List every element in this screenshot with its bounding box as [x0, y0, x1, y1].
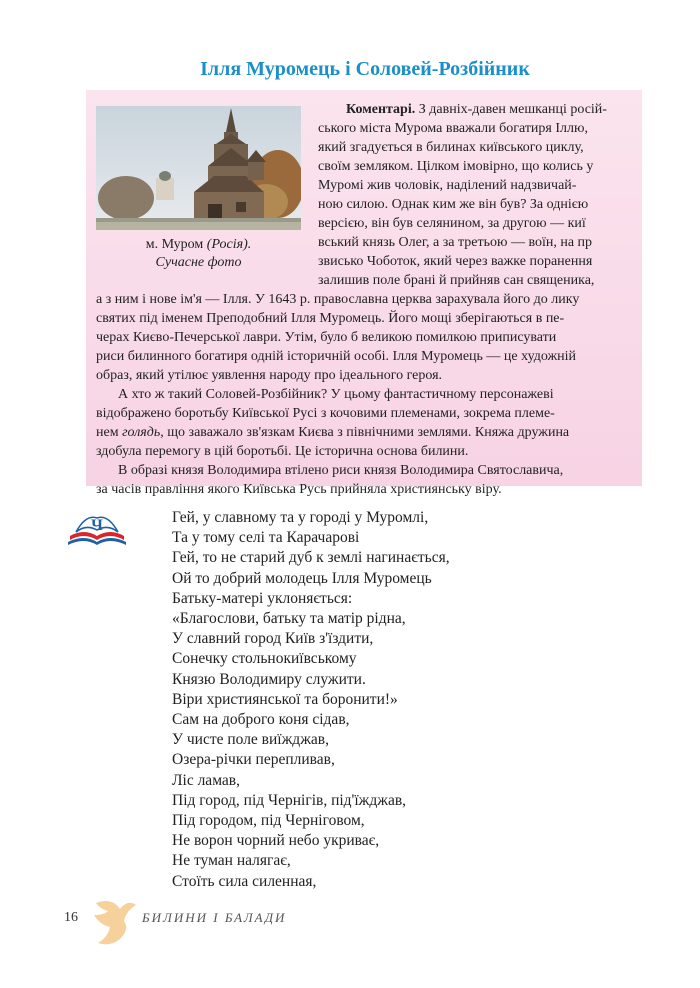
commentary-line-6: ною силою. Однак ким же він був? За однією	[318, 197, 589, 212]
poem-line: Сонечку стольнокиївському	[172, 650, 357, 668]
commentary-line-1: Коментарі. З давніх-давен мешканці росій-	[346, 102, 607, 117]
commentary-line-3: який згадується в билинах київського циклу,	[318, 140, 584, 155]
photo-caption	[96, 236, 301, 272]
commentary-line-7: версією, він був селянином, за другою — киї	[318, 216, 586, 231]
commentary-line-12: святих під іменем Преподобний Ілля Муромець. Його мощі зберігаються в пе-	[96, 311, 565, 326]
commentary-line-18: нем голядь, що заважало зв'язкам Києва з північними землями. Княжа дружина	[96, 425, 570, 440]
commentary-line-2: ського міста Мурома вважали богатиря Іллю,	[318, 121, 588, 136]
page-title: Ілля Муромець і Соловей-Розбійник	[200, 58, 530, 80]
poem-line: Ліс ламав,	[172, 771, 240, 789]
commentary-line-10: залишив поле брані й прийняв сан священика,	[318, 273, 595, 288]
commentary-line-16: А хто ж такий Соловей-Розбійник? У цьому фантастичному персонажеві	[118, 387, 554, 402]
commentary-line-5: Муромі жив чоловік, наділений надзвичай-	[318, 178, 577, 193]
poem-line: У славний город Київ з'їздити,	[172, 630, 374, 648]
commentary-line-20: В образі князя Володимира втілено риси князя Володимира Святославича,	[118, 463, 564, 478]
caption-place: м. Муром	[145, 237, 207, 252]
poem-line: Та у тому селі та Карачарові	[172, 529, 360, 547]
caption-country: (Росія).	[206, 237, 252, 252]
church-photo-illustration	[96, 106, 301, 230]
poem-line: Віри християнської та боронити!»	[172, 690, 398, 708]
commentary-line-17: відображено боротьбу Київської Русі з кочовими племенами, зокрема племе-	[96, 406, 555, 421]
poem-line: Князю Володимиру служити.	[172, 670, 366, 688]
bird-ornament-icon	[90, 895, 138, 950]
commentary-line-14: риси билинного богатиря одній історичній особі. Ілля Муромець — це художній	[96, 349, 577, 364]
poem-line: Гей, у славному та у городі у Муромлі,	[172, 509, 429, 526]
commentary-line-9: звисько Чоботок, який через важке поранення	[318, 254, 593, 269]
poem-line: У чисте поле виїжджав,	[172, 731, 329, 749]
commentary-term-holyad: голядь	[122, 425, 161, 440]
section-title: БИЛИНИ І БАЛАДИ	[142, 910, 287, 925]
commentary-line-21: за часів правління якого Київська Русь прийняла християнську віру.	[96, 482, 502, 497]
page-number: 16	[64, 910, 78, 925]
poem-line: Ой то добрий молодець Ілля Муромець	[172, 569, 432, 587]
commentary-line-19: здобула перемогу в цій боротьбі. Це історична основа билини.	[96, 444, 469, 459]
commentary-line-15: образ, який утілює уявлення народу про ідеального героя.	[96, 368, 443, 383]
caption-subtitle: Сучасне фото	[155, 255, 242, 270]
poem-line: Сам на доброго коня сідав,	[172, 711, 350, 728]
poem-line: Гей, то не старий дуб к землі нагинається,	[172, 549, 450, 567]
poem-line: Під городом, під Черніговом,	[172, 812, 365, 829]
church-photo	[96, 106, 301, 230]
poem-line: Озера-річки перепливав,	[172, 751, 335, 769]
logo-letter: Ч	[91, 517, 103, 534]
poem-line: Під город, під Чернігів, під'їжджав,	[172, 791, 407, 809]
commentary-label: Коментарі.	[346, 102, 416, 117]
reading-logo-icon	[64, 506, 130, 550]
commentary-line-8: вський князь Олег, а за третьою — воїн, на пр	[318, 235, 593, 250]
poem-line: «Благослови, батьку та матір рідна,	[172, 610, 406, 627]
commentary-line-11: а з ним і нове ім'я — Ілля. У 1643 р. православна церква зарахувала його до лику	[96, 292, 580, 307]
poem-line: Батьку-матері уклоняється:	[172, 589, 353, 607]
poem-line: Не ворон чорний небо укриває,	[172, 832, 380, 850]
poem-line: Не туман налягає,	[172, 852, 291, 870]
commentary-line-13: черах Києво-Печерської лаври. Утім, було б великою помилкою приписувати	[96, 330, 557, 345]
poem-line: Стоїть сила силенная,	[172, 872, 317, 890]
commentary-line-4: своїм земляком. Цілком імовірно, що колись у	[318, 159, 594, 174]
